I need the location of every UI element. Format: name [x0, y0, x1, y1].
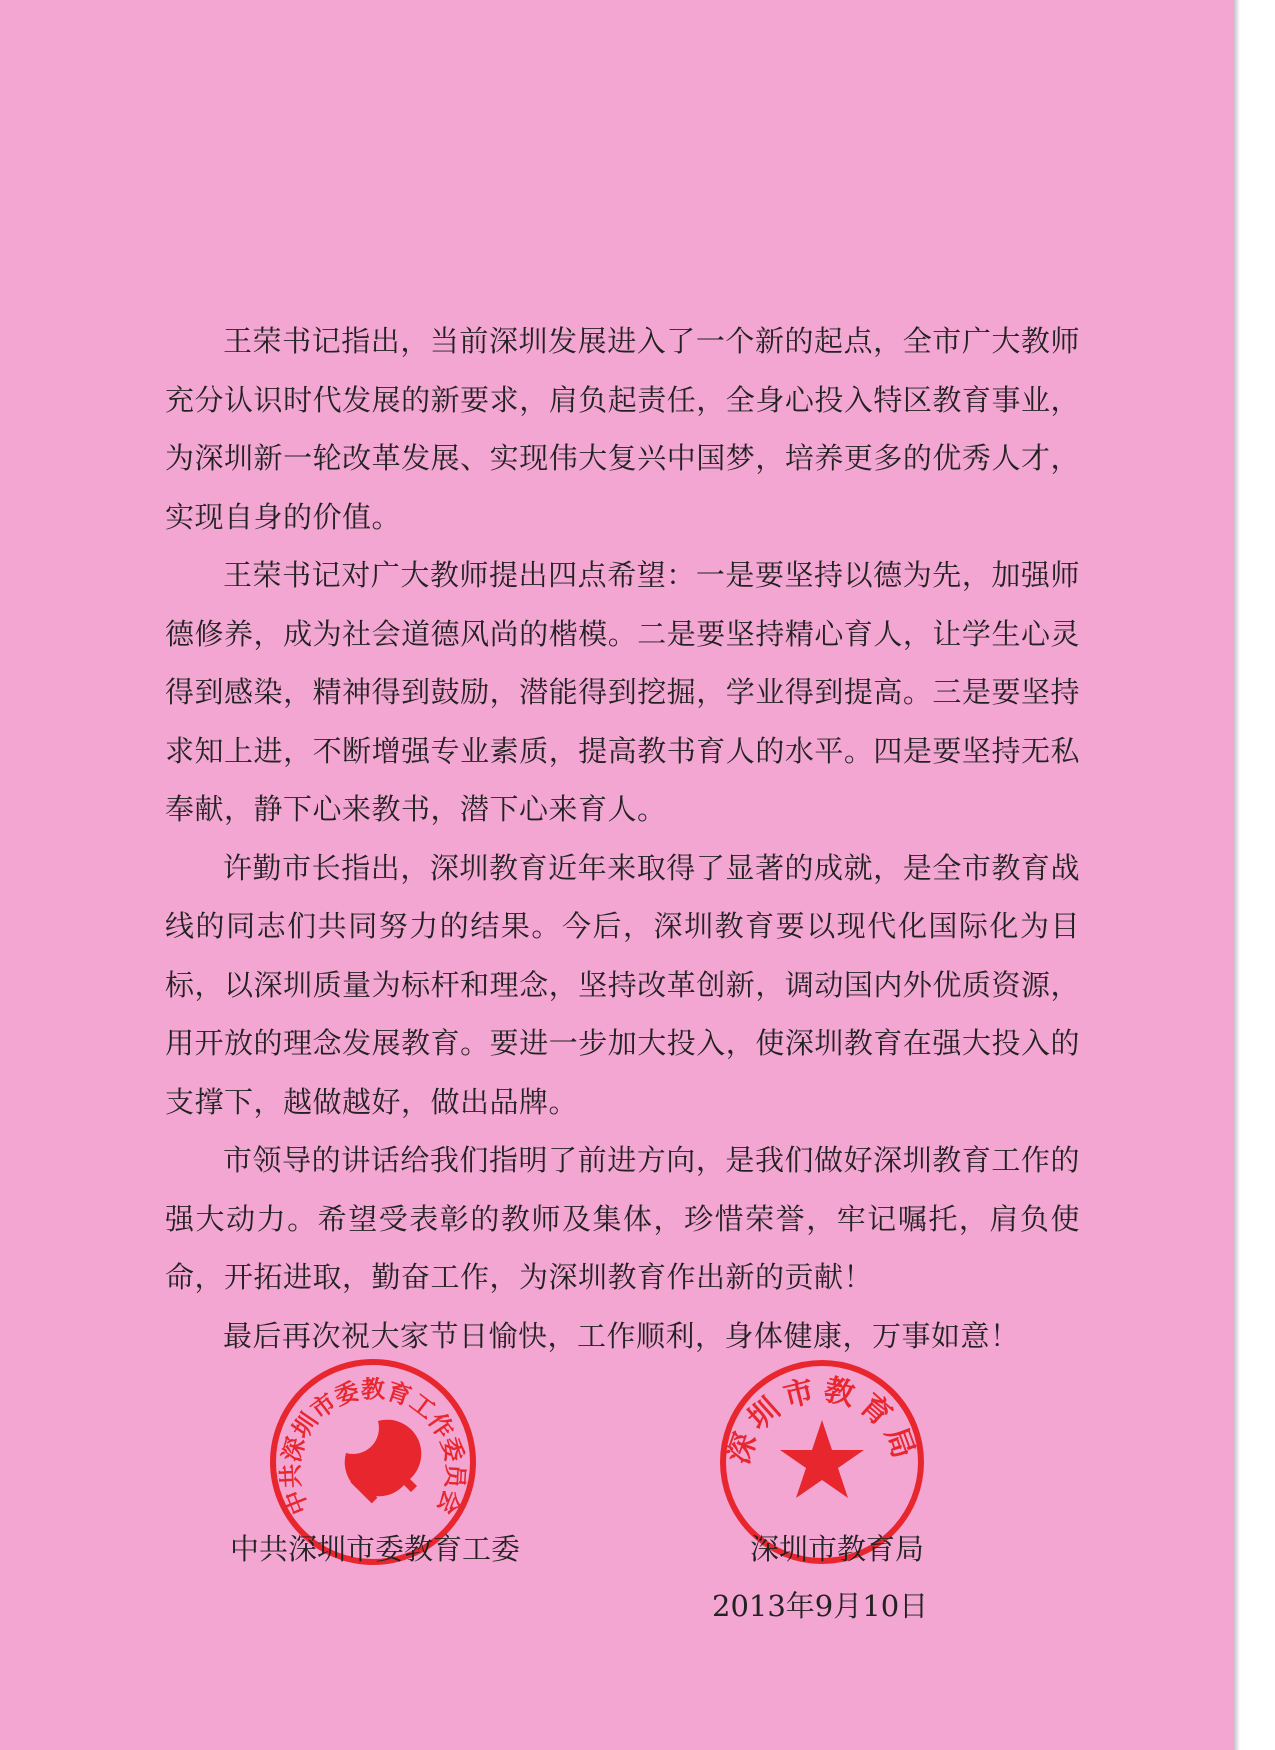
signature-right: 深圳市教育局	[750, 1532, 925, 1566]
left-seal-text: 中共深圳市委教育工作委员会	[275, 1374, 471, 1519]
hammer-sickle-icon	[345, 1420, 422, 1504]
star-icon	[780, 1420, 864, 1498]
paragraph-5: 最后再次祝大家节日愉快，工作顺利，身体健康，万事如意！	[223, 1318, 1020, 1353]
paragraph-4: 市领导的讲话给我们指明了前进方向，是我们做好深圳教育工作的强大动力。希望受表彰的教师及集体，珍惜荣誉，牢记嘱托，肩负使命，开拓进取，勤奋工作，为深圳教育作出新的贡献！	[165, 1143, 1080, 1294]
paragraph-1: 王荣书记指出，当前深圳发展进入了一个新的起点，全市广大教师充分认识时代发展的新要求，肩负起责任，全身心投入特区教育事业，为深圳新一轮改革发展、实现伟大复兴中国梦，培养更多的优秀人才，实现自身的价值。	[165, 324, 1080, 534]
paragraph-3: 许勤市长指出，深圳教育近年来取得了显著的成就，是全市教育战线的同志们共同努力的结果。今后，深圳教育要以现代化国际化为目标，以深圳质量为标杆和理念，坚持改革创新，调动国内外优质资源，用开放的理念发展教育。要进一步加大投入，使深圳教育在强大投入的支撑下，越做越好，做出品牌。	[165, 850, 1080, 1119]
letter-body	[165, 312, 1080, 1365]
scan-edge	[1234, 0, 1240, 1750]
right-seal-text: 深圳市教育局	[721, 1372, 923, 1469]
signature-date: 2013年9月10日	[712, 1589, 929, 1623]
paragraph-2: 王荣书记对广大教师提出四点希望：一是要坚持以德为先，加强师德修养，成为社会道德风尚的楷模。二是要坚持精心育人，让学生心灵得到感染，精神得到鼓励，潜能得到挖掘，学业得到提高。三是要坚持求知上进，不断增强专业素质，提高教书育人的水平。四是要坚持无私奉献，静下心来教书，潜下心来育人。	[165, 558, 1080, 826]
signature-left: 中共深圳市委教育工委	[230, 1532, 521, 1566]
